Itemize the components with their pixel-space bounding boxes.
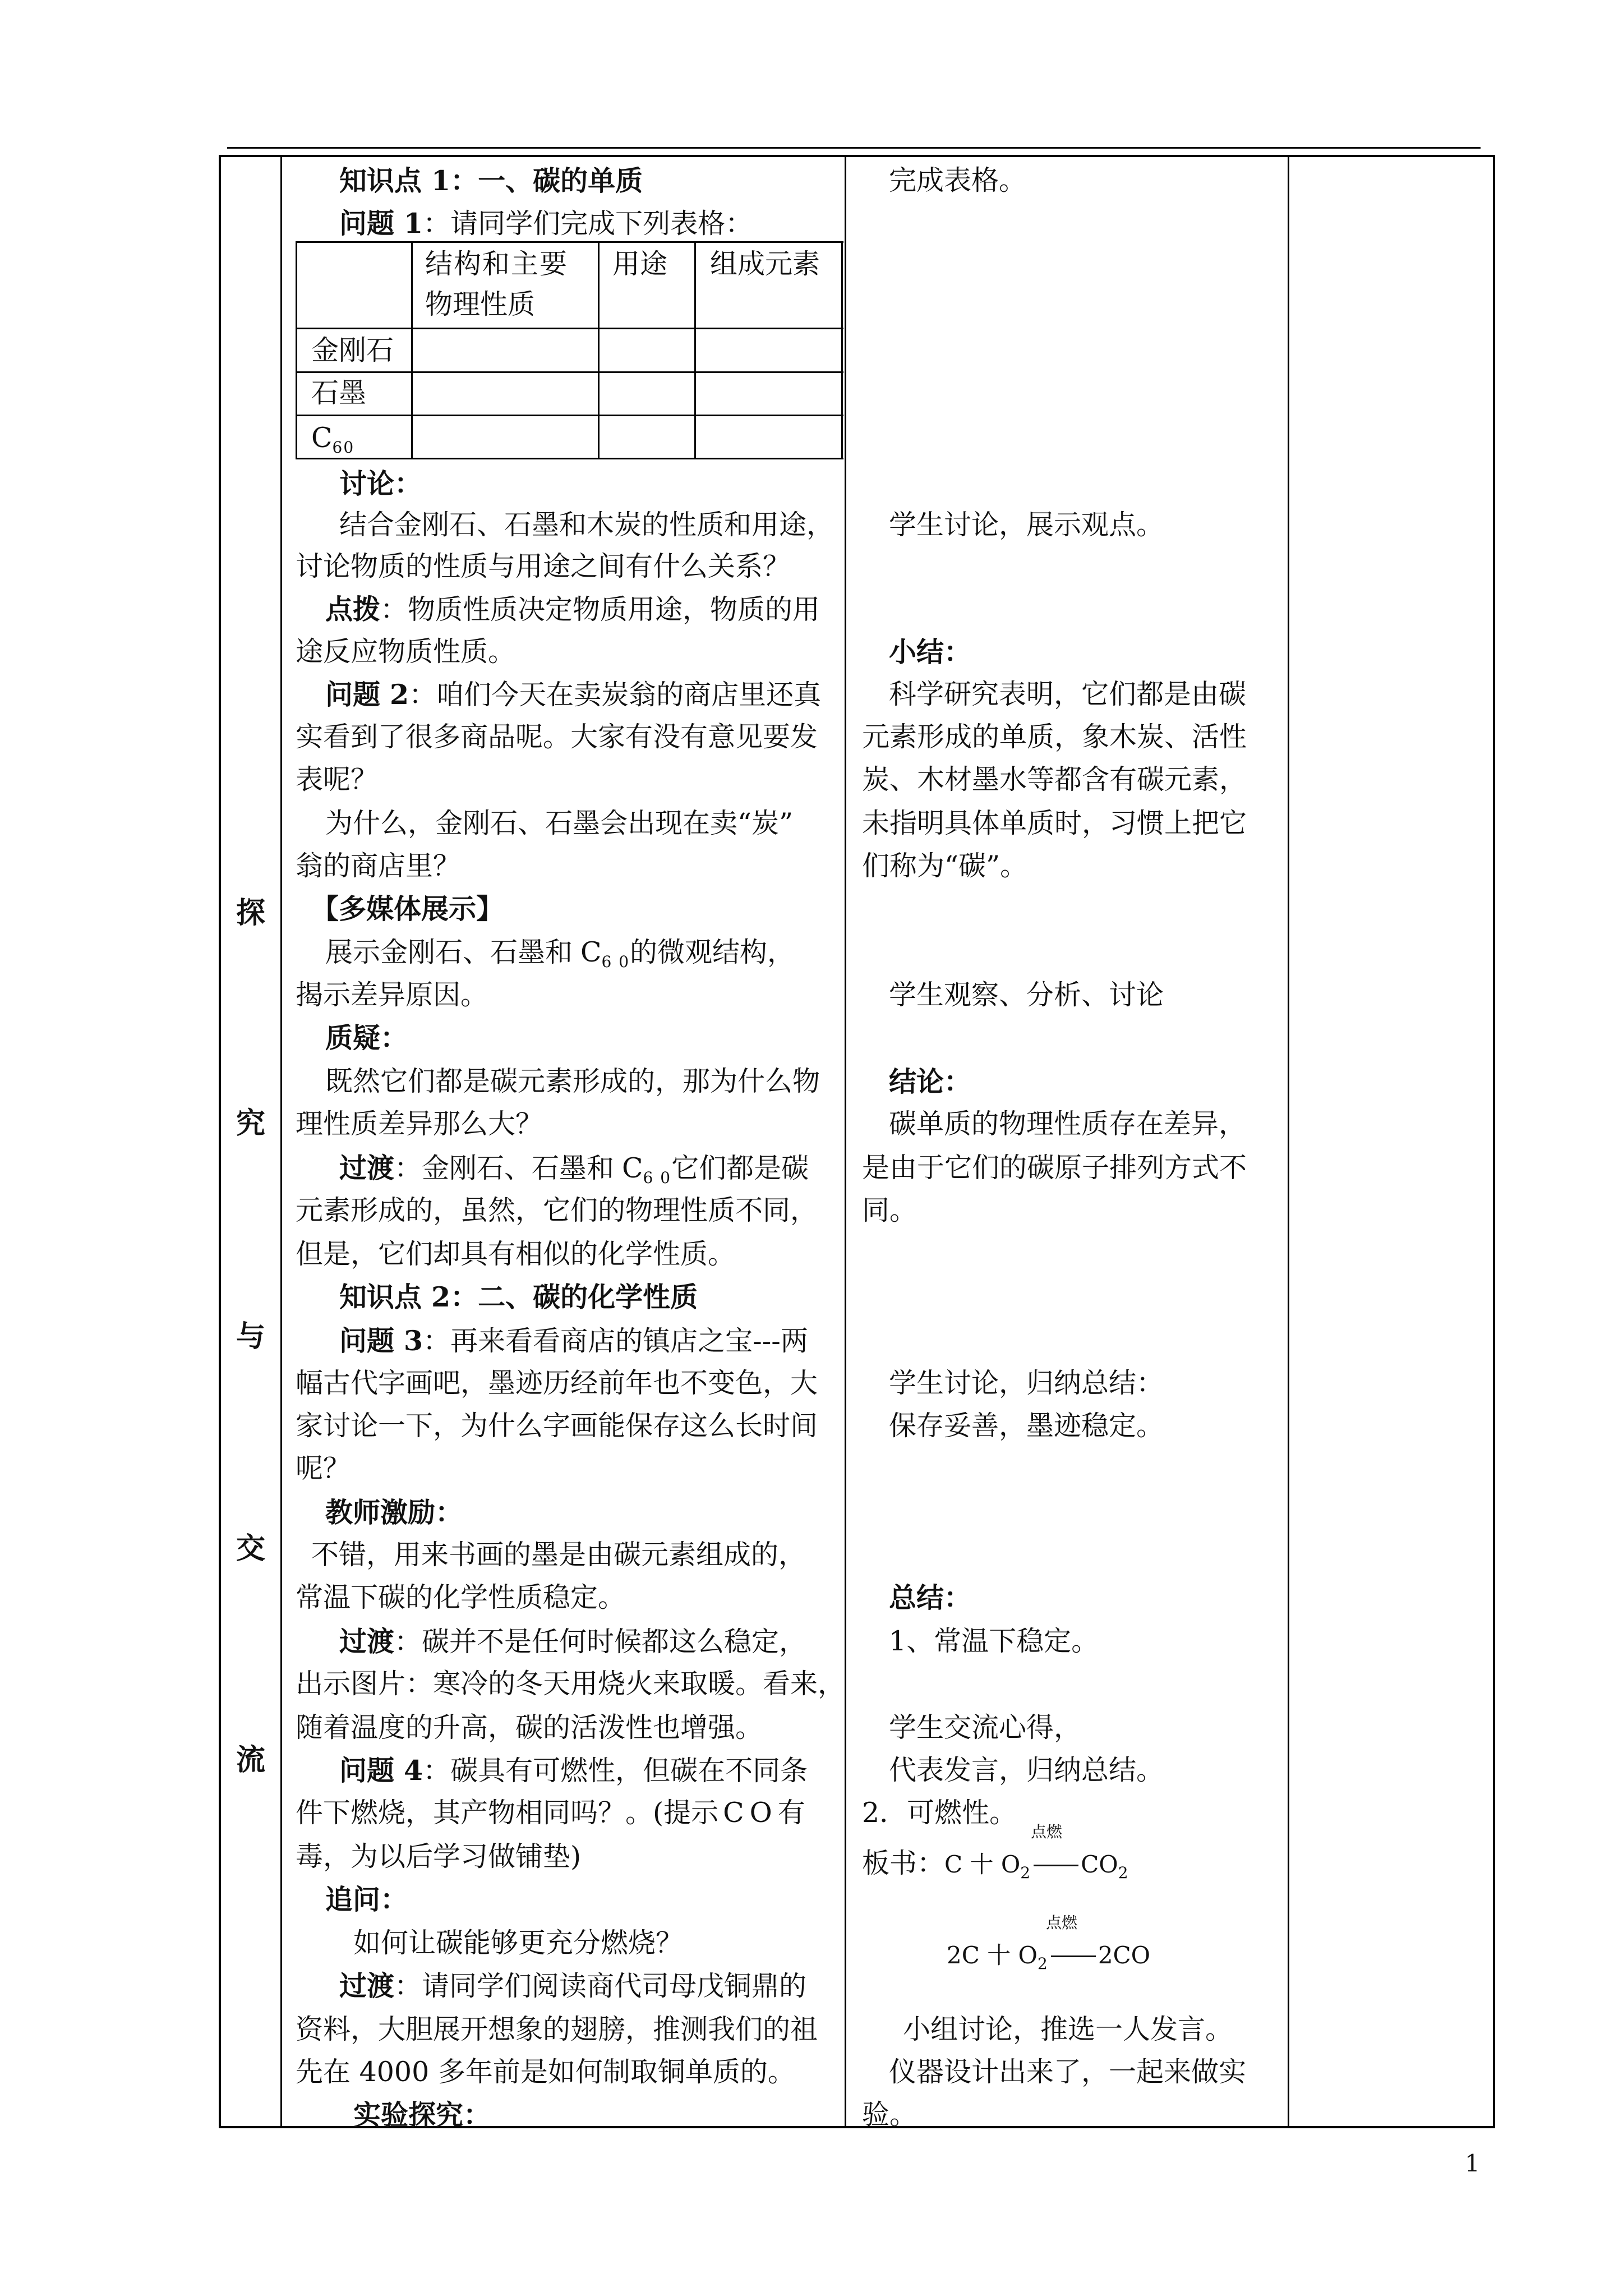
question-4-text-1: ：碳具有可燃性，但碳在不同条 bbox=[423, 1755, 808, 1787]
student-device-1: 仪器设计出来了，一起来做实 bbox=[889, 2056, 1247, 2088]
stage-char-2: 究 bbox=[236, 1106, 265, 1140]
stage-column-divider bbox=[280, 155, 282, 2128]
inner-table-row2-bottom bbox=[296, 415, 843, 416]
question-4-text-2 bbox=[296, 1791, 805, 1835]
student-summary-1: 科学研究表明，它们都是由碳 bbox=[889, 678, 1247, 710]
student-conclusion-label: 结论： bbox=[889, 1065, 972, 1098]
encourage-text-2: 常温下碳的化学性质稳定。 bbox=[296, 1581, 626, 1613]
inner-table-col2 bbox=[598, 241, 600, 459]
follow-up-text: 如何让碳能够更充分燃烧？ bbox=[353, 1927, 684, 1959]
question-1 bbox=[339, 201, 753, 246]
question-2 bbox=[325, 672, 821, 717]
media-c60-subscript: 6 0 bbox=[601, 953, 630, 971]
stage-char-1: 探 bbox=[236, 896, 265, 930]
question-2-text-2: 实看到了很多商品呢。大家有没有意见要发 bbox=[296, 721, 818, 753]
question-4-text-2c: 有 bbox=[777, 1797, 805, 1829]
doubt-text-2: 理性质差异那么大？ bbox=[296, 1108, 543, 1140]
encourage-text-1: 不错，用来书画的墨是由碳元素组成的， bbox=[311, 1539, 806, 1571]
header-structure-line1: 结构和主要 bbox=[425, 248, 569, 280]
inner-table-col1 bbox=[411, 241, 413, 459]
question-4 bbox=[339, 1748, 808, 1793]
stage-char-3: 与 bbox=[236, 1319, 265, 1354]
transition-1-label: 过渡 bbox=[339, 1152, 395, 1184]
question-3-label: 问题 3 bbox=[339, 1324, 423, 1357]
question-1-label: 问题 1 bbox=[339, 207, 423, 240]
row-diamond: 金刚石 bbox=[311, 334, 394, 366]
inner-table-row1-bottom bbox=[296, 371, 843, 373]
equation-2-left: 2C 十 O bbox=[947, 1941, 1038, 1969]
question-2-text-1: ：咱们今天在卖炭翁的商店里还真 bbox=[409, 679, 822, 711]
transition-1-c60-symbol: C bbox=[622, 1152, 643, 1184]
why-text-2: 翁的商店里？ bbox=[296, 850, 461, 882]
follow-up-label: 追问： bbox=[325, 1883, 408, 1916]
transition-2-text-3: 随着温度的升高，碳的活泼性也增强。 bbox=[296, 1711, 763, 1743]
student-summary-label: 小结： bbox=[889, 636, 972, 668]
question-2-text-3: 表呢？ bbox=[296, 763, 379, 795]
question-3 bbox=[339, 1318, 808, 1364]
knowledge-point-2-title: 知识点 2：二、碳的化学性质 bbox=[339, 1281, 698, 1313]
stage-char-4: 交 bbox=[236, 1531, 265, 1566]
hint bbox=[325, 587, 820, 632]
student-summary-5: 们称为“碳”。 bbox=[862, 850, 1028, 882]
question-4-label: 问题 4 bbox=[339, 1754, 423, 1787]
discussion-text-1: 结合金刚石、石墨和木炭的性质和用途， bbox=[339, 509, 834, 541]
question-3-text-4: 呢？ bbox=[296, 1452, 351, 1484]
encourage-label: 教师激励： bbox=[325, 1496, 463, 1529]
hint-text-2: 途反应物质性质。 bbox=[296, 636, 516, 668]
experiment-label: 实验探究： bbox=[353, 2099, 491, 2131]
doubt-label: 质疑： bbox=[325, 1022, 408, 1054]
student-exchange-1: 学生交流心得， bbox=[889, 1711, 1082, 1743]
question-1-text: ：请同学们完成下列表格： bbox=[423, 208, 753, 240]
student-conclusion-1: 碳单质的物理性质存在差异， bbox=[889, 1108, 1247, 1140]
student-combustible: 2．可燃性。 bbox=[862, 1797, 1017, 1829]
question-4-co: CO bbox=[723, 1797, 778, 1829]
transition-1-text-c: 它们都是碳 bbox=[671, 1152, 809, 1184]
knowledge-point-1-title: 知识点 1：一、碳的单质 bbox=[339, 164, 643, 197]
student-conclusion-3: 同。 bbox=[862, 1194, 917, 1226]
student-exchange-2: 代表发言，归纳总结。 bbox=[889, 1754, 1164, 1786]
outer-right-border bbox=[1493, 155, 1495, 2128]
student-fill-table: 完成表格。 bbox=[889, 164, 1027, 196]
equation-2-arrow bbox=[1051, 1955, 1096, 1957]
student-device-2: 验。 bbox=[862, 2099, 917, 2131]
student-conclusion-2: 是由于它们的碳原子排列方式不 bbox=[862, 1152, 1247, 1184]
student-summary-3: 炭、木材墨水等都含有碳元素， bbox=[862, 763, 1247, 795]
board-label: 板书： bbox=[862, 1847, 945, 1879]
transition-3-label: 过渡 bbox=[339, 1970, 395, 2002]
question-2-label: 问题 2 bbox=[325, 678, 409, 711]
header-use: 用途 bbox=[612, 248, 668, 280]
student-total-1: 1、常温下稳定。 bbox=[889, 1625, 1099, 1657]
media-c60-symbol: C bbox=[580, 936, 602, 968]
equation-1-arrow bbox=[1034, 1865, 1078, 1866]
transition-1-text-2: 元素形成的，虽然，它们的物理性质不同， bbox=[296, 1194, 818, 1226]
equation-2-o2-subscript: 2 bbox=[1038, 1954, 1049, 1973]
transition-1-text-3: 但是，它们却具有相似的化学性质。 bbox=[296, 1238, 736, 1270]
transition-2-label: 过渡 bbox=[339, 1625, 395, 1658]
top-rule bbox=[227, 147, 1481, 149]
inner-table-header-bottom bbox=[296, 328, 843, 329]
transition-3-text-1: ：请同学们阅读商代司母戊铜鼎的 bbox=[394, 1970, 807, 2002]
stage-char-5: 流 bbox=[236, 1743, 265, 1777]
transition-3-text-2: 资料，大胆展开想象的翅膀，推测我们的祖 bbox=[296, 2013, 818, 2045]
student-discuss-2-2: 保存妥善，墨迹稳定。 bbox=[889, 1410, 1164, 1442]
transition-2 bbox=[339, 1619, 806, 1664]
discussion-text-2: 讨论物质的性质与用途之间有什么关系？ bbox=[296, 550, 791, 582]
question-4-text-2a: 件下燃烧，其产物相同吗？。(提示 bbox=[296, 1797, 719, 1829]
transition-2-text-2: 出示图片：寒冷的冬天用烧火来取暖。看来， bbox=[296, 1668, 846, 1700]
transition-1-text-a: ：金刚石、石墨和 bbox=[394, 1152, 615, 1184]
inner-table-col3 bbox=[694, 241, 696, 459]
media-label: 【多媒体展示】 bbox=[311, 892, 504, 925]
inner-table-left bbox=[296, 241, 297, 459]
question-3-text-3: 家讨论一下，为什么字画能保存这么长时间 bbox=[296, 1410, 818, 1442]
equation-1-right: CO bbox=[1081, 1851, 1118, 1878]
inner-table-right bbox=[841, 241, 843, 459]
teacher-column-divider bbox=[845, 155, 846, 2128]
equation-1 bbox=[862, 1841, 1129, 1895]
transition-3-text-3: 先在 4000 多年前是如何制取铜单质的。 bbox=[296, 2056, 795, 2088]
equation-2-right: 2CO bbox=[1098, 1941, 1151, 1969]
student-discuss-2-1: 学生讨论，归纳总结： bbox=[889, 1367, 1164, 1399]
student-summary-4: 未指明具体单质时，习惯上把它 bbox=[862, 807, 1247, 839]
equation-1-condition: 点燃 bbox=[1031, 1823, 1063, 1841]
hint-text-1: ：物质性质决定物质用途，物质的用 bbox=[380, 593, 820, 625]
student-column-divider bbox=[1288, 155, 1289, 2128]
student-group: 小组讨论，推选一人发言。 bbox=[903, 2013, 1233, 2045]
header-element: 组成元素 bbox=[710, 248, 820, 280]
hint-label: 点拨 bbox=[325, 593, 381, 625]
student-total-label: 总结： bbox=[889, 1581, 972, 1614]
media-text-2: 揭示差异原因。 bbox=[296, 979, 488, 1011]
transition-1-c60-subscript: 6 0 bbox=[643, 1168, 672, 1187]
page-number: 1 bbox=[1465, 2150, 1480, 2177]
row-c60-subscript: 60 bbox=[332, 438, 355, 457]
discussion-label: 讨论： bbox=[339, 467, 422, 500]
equation-2 bbox=[947, 1932, 1150, 1986]
equation-1-co2-subscript: 2 bbox=[1118, 1864, 1129, 1882]
header-structure-line2: 物理性质 bbox=[425, 288, 536, 320]
row-graphite: 石墨 bbox=[311, 377, 367, 409]
media-text-1c: 的微观结构， bbox=[630, 936, 795, 968]
row-c60-symbol: C bbox=[311, 422, 333, 454]
outer-top-border bbox=[219, 155, 1495, 157]
outer-left-border bbox=[219, 155, 221, 2128]
equation-2-condition: 点燃 bbox=[1046, 1913, 1078, 1932]
question-4-text-3: 毒，为以后学习做铺垫) bbox=[296, 1841, 582, 1872]
student-observe: 学生观察、分析、讨论 bbox=[889, 979, 1164, 1011]
inner-table-top bbox=[296, 241, 843, 243]
row-c60 bbox=[311, 420, 354, 466]
transition-2-text-1: ：碳并不是任何时候都这么稳定， bbox=[394, 1626, 807, 1658]
student-discuss: 学生讨论，展示观点。 bbox=[889, 509, 1164, 541]
question-3-text-2: 幅古代字画吧，墨迹历经前年也不变色，大 bbox=[296, 1367, 818, 1399]
doubt-text-1: 既然它们都是碳元素形成的，那为什么物 bbox=[325, 1065, 820, 1097]
media-text-1a: 展示金刚石、石墨和 bbox=[325, 936, 573, 968]
why-text-1: 为什么，金刚石、石墨会出现在卖“炭” bbox=[325, 807, 794, 839]
equation-1-o2-subscript: 2 bbox=[1020, 1864, 1032, 1882]
transition-3 bbox=[339, 1963, 806, 2009]
equation-1-left: C 十 O bbox=[944, 1851, 1021, 1878]
inner-table-bottom bbox=[296, 458, 843, 459]
student-summary-2: 元素形成的单质，象木炭、活性 bbox=[862, 721, 1247, 753]
question-3-text-1: ：再来看看商店的镇店之宝---两 bbox=[423, 1325, 808, 1357]
